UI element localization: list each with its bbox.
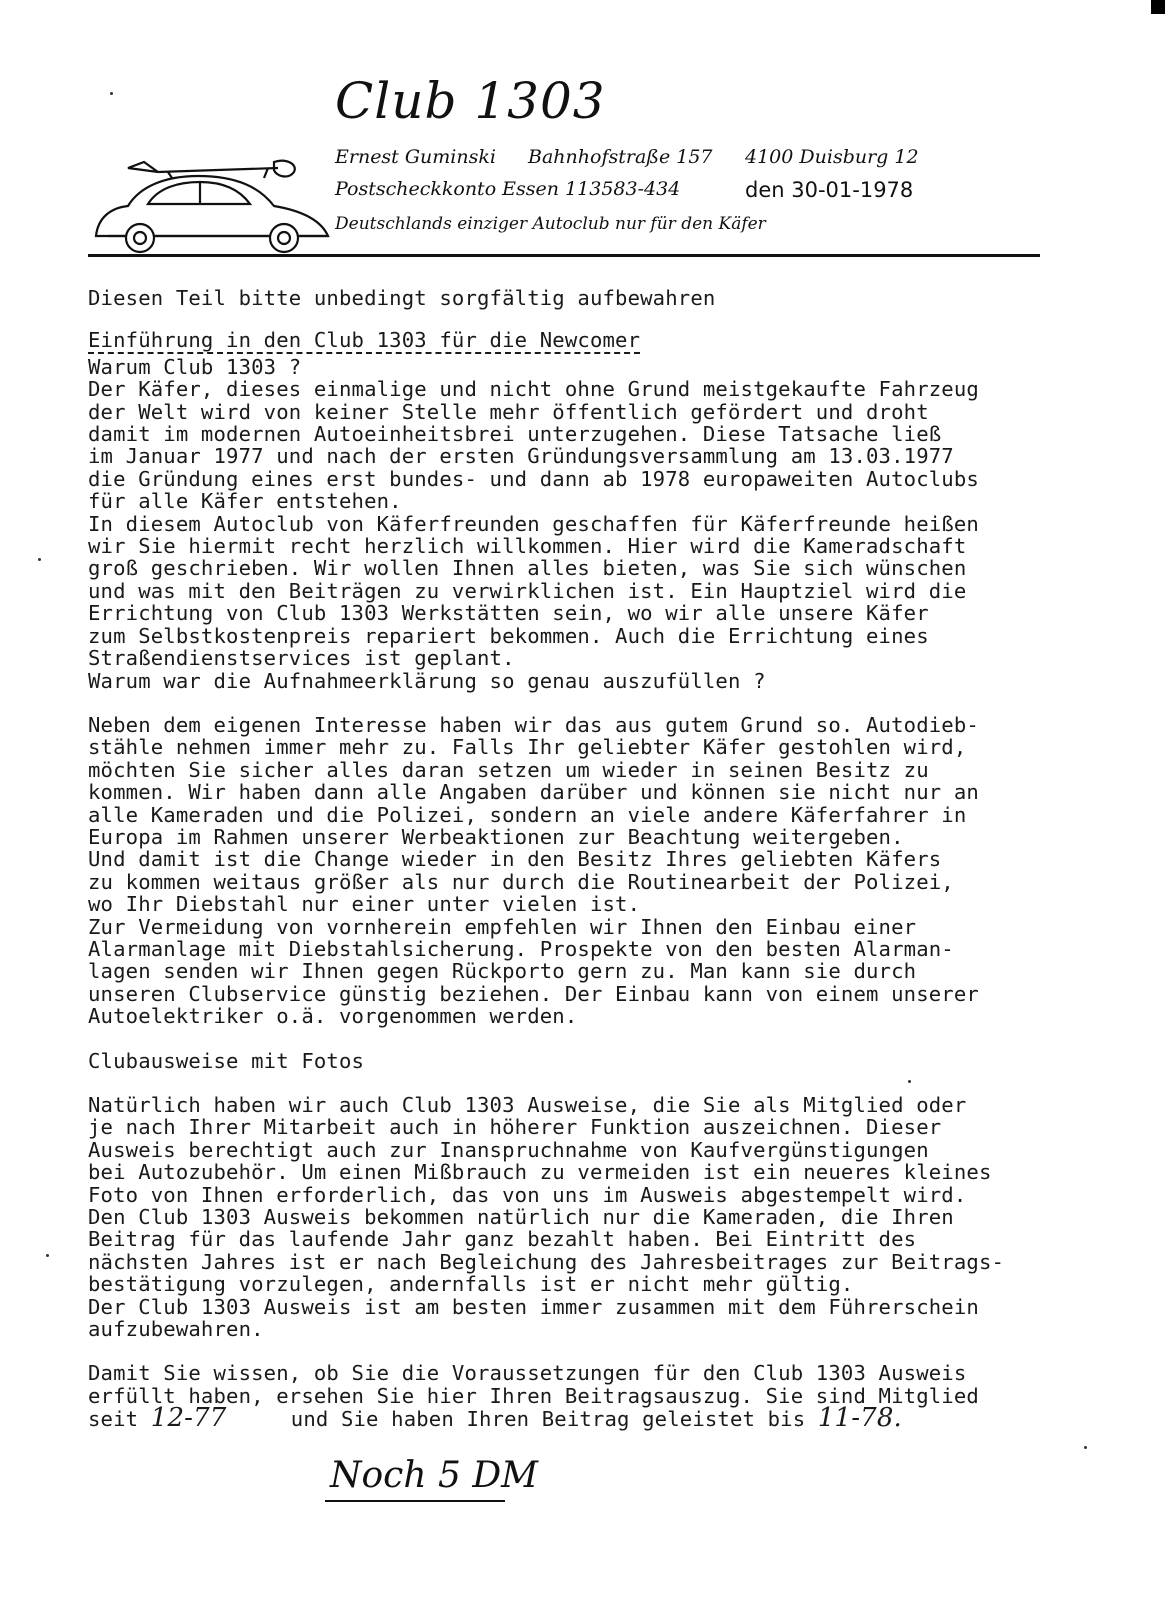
- club-title: Club 1303: [335, 72, 606, 130]
- scan-speck: [1084, 1446, 1087, 1449]
- letter-date: den 30-01-1978: [745, 178, 914, 202]
- body-line: je nach Ihrer Mitarbeit auch in höherer Funktion auszeichnen. Dieser: [88, 1115, 942, 1140]
- body-line: und was mit den Beiträgen zu verwirklichen ist. Ein Hauptziel wird die: [88, 578, 967, 603]
- body-line: Warum Club 1303 ?: [88, 354, 302, 379]
- member-since-handwritten: 12-77: [150, 1403, 227, 1434]
- body-line: Straßendienstservices ist geplant.: [88, 646, 515, 671]
- scan-speck: [908, 1080, 911, 1083]
- scan-edge-mark: [1151, 0, 1165, 14]
- body-line: damit im modernen Autoeinheitsbrei unterzugehen. Diese Tatsache ließ: [88, 422, 942, 447]
- body-line: alle Kameraden und die Polizei, sondern an viele andere Käferfahrer in: [88, 802, 967, 827]
- body-line: Foto von Ihnen erforderlich, das von uns im Ausweis abgestempelt wird.: [88, 1182, 967, 1207]
- bank-account: Postscheckkonto Essen 113583-434: [335, 178, 681, 200]
- body-line: bei Autozubehör. Um einen Mißbrauch zu vermeiden ist ein neueres kleines: [88, 1160, 992, 1185]
- body-line: groß geschrieben. Wir wollen Ihnen alles bieten, was Sie sich wünschen: [88, 556, 967, 581]
- body-line: Der Käfer, dieses einmalige und nicht ohne Grund meistgekaufte Fahrzeug: [88, 377, 979, 402]
- sender-city: 4100 Duisburg 12: [745, 146, 919, 168]
- body-line: Der Club 1303 Ausweis ist am besten immer zusammen mit dem Führerschein: [88, 1294, 979, 1319]
- body-line: Zur Vermeidung von vornherein empfehlen wir Ihnen den Einbau einer: [88, 914, 917, 939]
- membership-line: [88, 1403, 1118, 1434]
- body-line: In diesem Autoclub von Käferfreunden geschaffen für Käferfreunde heißen: [88, 511, 979, 536]
- handwritten-note: Noch 5 DM: [330, 1455, 539, 1496]
- keep-notice: Diesen Teil bitte unbedingt sorgfältig aufbewahren: [88, 286, 716, 310]
- body-line: Europa im Rahmen unserer Werbeaktionen zur Beachtung weitergeben.: [88, 824, 904, 849]
- body-line: Autoelektriker o.ä. vorgenommen werden.: [88, 1004, 578, 1029]
- letterhead-divider: [88, 254, 1040, 257]
- body-line: nächsten Jahres ist er nach Begleichung des Jahresbeitrages zur Beitrags-: [88, 1249, 1005, 1274]
- since-label: seit: [88, 1407, 139, 1432]
- scan-speck: [110, 92, 113, 95]
- body-line: die Gründung eines erst bundes- und dann ab 1978 europaweiten Autoclubs: [88, 466, 979, 491]
- body-line: Ausweis berechtigt auch zur Inanspruchnahme von Kaufvergünstigungen: [88, 1137, 929, 1162]
- body-line: zu kommen weitaus größer als nur durch die Routinearbeit der Polizei,: [88, 869, 954, 894]
- letter-body: [88, 286, 1118, 1434]
- body-line: im Januar 1977 und nach der ersten Gründungsversammlung am 13.03.1977: [88, 444, 954, 469]
- body-line: Alarmanlage mit Diebstahlsicherung. Prospekte von den besten Alarman-: [88, 936, 954, 961]
- scan-speck: [46, 1254, 49, 1257]
- paid-until-handwritten: 11-78.: [817, 1403, 902, 1434]
- intro-heading: Einführung in den Club 1303 für die Newcomer: [88, 328, 641, 353]
- body-line: kommen. Wir haben dann alle Angaben darüber und können sie nicht nur an: [88, 780, 979, 805]
- club-slogan: Deutschlands einziger Autoclub nur für den Käfer: [335, 214, 766, 234]
- body-line: Und damit ist die Change wieder in den Besitz Ihres geliebten Käfers: [88, 847, 942, 872]
- vw-beetle-logo-icon: [88, 158, 338, 254]
- body-line: unseren Clubservice günstig beziehen. Der Einbau kann von einem unserer: [88, 981, 979, 1006]
- paid-until-label: und Sie haben Ihren Beitrag geleistet bis: [290, 1407, 806, 1432]
- section-title-clubausweise: Clubausweise mit Fotos: [88, 1048, 365, 1073]
- body-line: zum Selbstkostenpreis repariert bekommen. Auch die Errichtung eines: [88, 623, 929, 648]
- section-question: Warum war die Aufnahmeerklärung so genau auszufüllen ?: [88, 668, 766, 693]
- body-line: wo Ihr Diebstahl nur einer unter vielen ist.: [88, 892, 641, 917]
- body-line: aufzubewahren.: [88, 1317, 264, 1342]
- body-line: wir Sie hiermit recht herzlich willkommen. Hier wird die Kameradschaft: [88, 534, 967, 559]
- sender-name: Ernest Guminski: [335, 146, 496, 168]
- body-line: erfüllt haben, ersehen Sie hier Ihren Beitragsauszug. Sie sind Mitglied: [88, 1383, 979, 1408]
- body-line: möchten Sie sicher alles daran setzen um wieder in seinen Besitz zu: [88, 757, 929, 782]
- body-line: Natürlich haben wir auch Club 1303 Ausweise, die Sie als Mitglied oder: [88, 1093, 967, 1117]
- body-line: bestätigung vorzulegen, andernfalls ist er nicht mehr gültig.: [88, 1272, 854, 1297]
- body-line: Beitrag für das laufende Jahr ganz bezahlt haben. Bei Eintritt des: [88, 1227, 917, 1252]
- body-line: Damit Sie wissen, ob Sie die Voraussetzungen für den Club 1303 Ausweis: [88, 1361, 967, 1386]
- body-line: für alle Käfer entstehen.: [88, 489, 402, 514]
- body-line: Den Club 1303 Ausweis bekommen natürlich nur die Kameraden, die Ihren: [88, 1205, 954, 1230]
- body-line: der Welt wird von keiner Stelle mehr öffentlich gefördert und droht: [88, 399, 929, 424]
- body-line: Neben dem eigenen Interesse haben wir das aus gutem Grund so. Autodieb-: [88, 712, 979, 737]
- body-line: lagen senden wir Ihnen gegen Rückporto gern zu. Man kann sie durch: [88, 959, 917, 984]
- scan-speck: [38, 558, 41, 561]
- body-line: stähle nehmen immer mehr zu. Falls Ihr geliebter Käfer gestohlen wird,: [88, 735, 967, 760]
- sender-street: Bahnhofstraße 157: [528, 146, 713, 168]
- note-underline: [325, 1500, 505, 1502]
- body-line: Errichtung von Club 1303 Werkstätten sein, wo wir alle unsere Käfer: [88, 601, 929, 626]
